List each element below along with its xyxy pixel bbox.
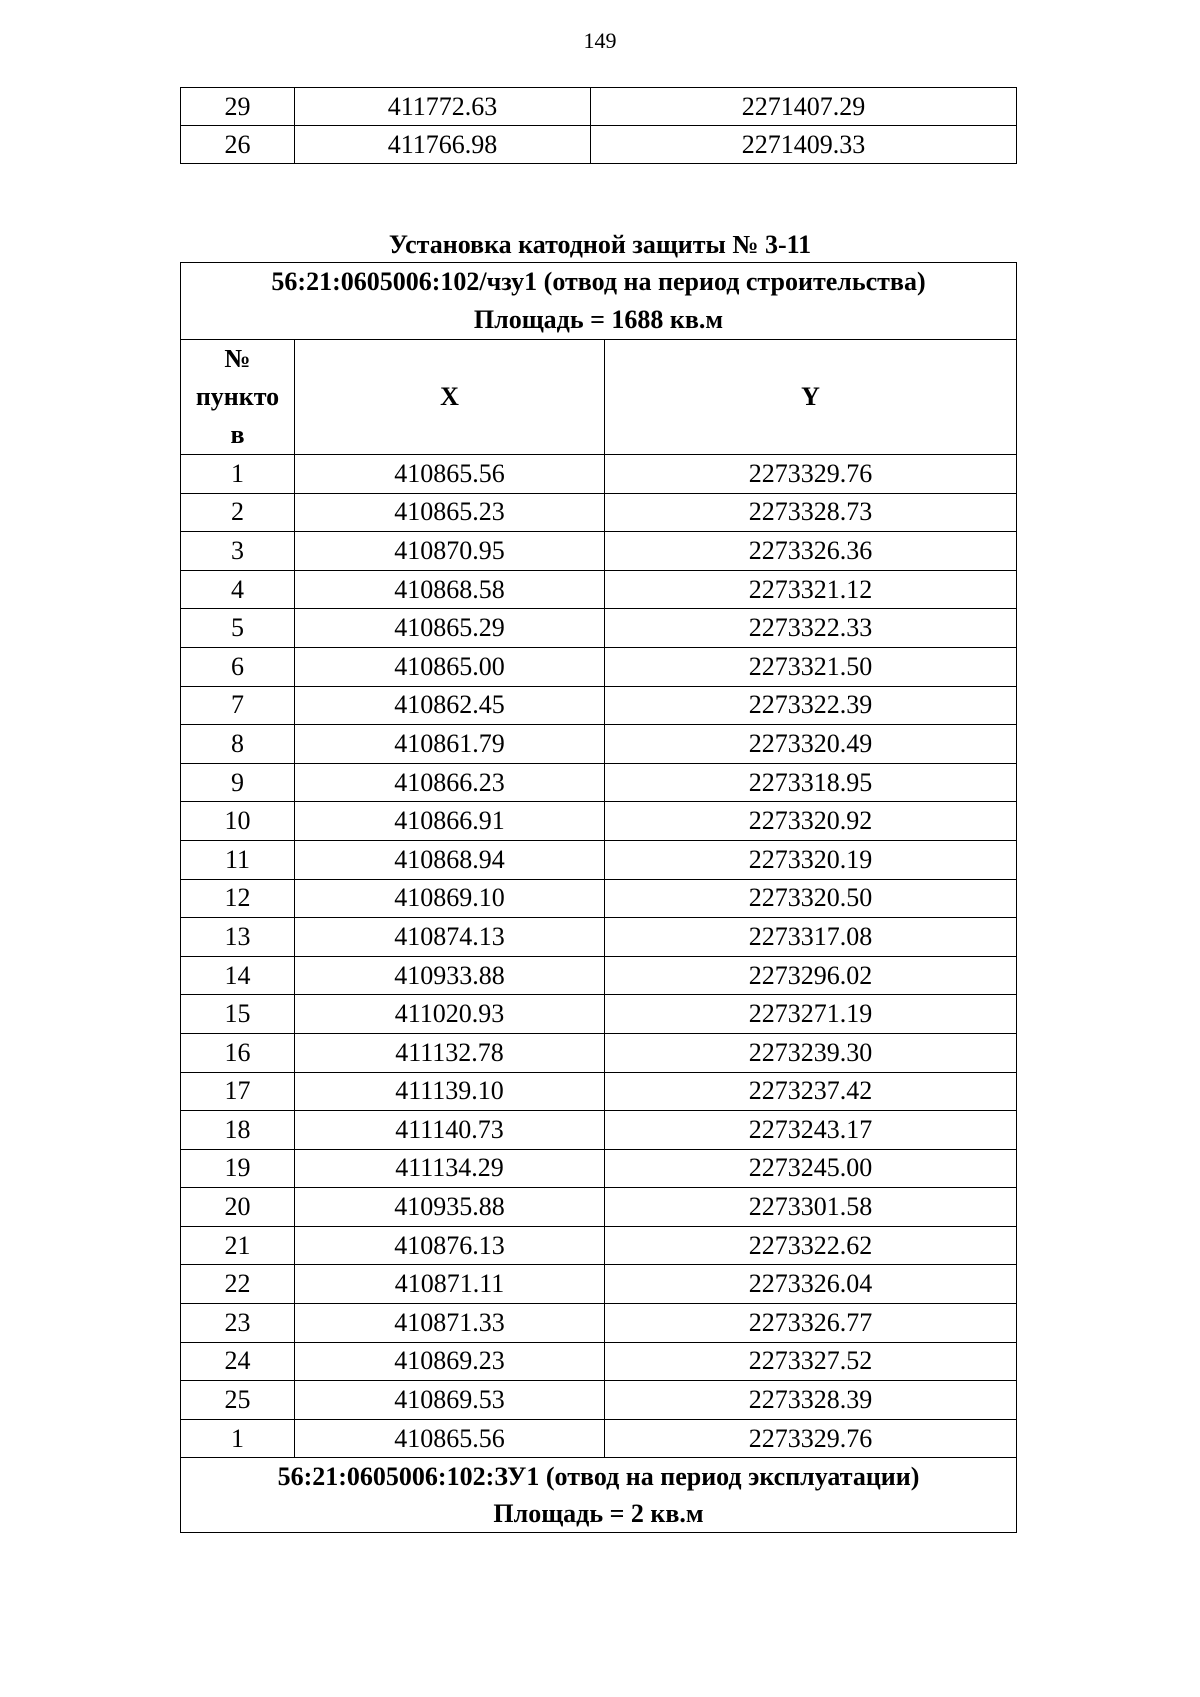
x-coordinate-cell: 410869.10 xyxy=(295,879,605,918)
x-coordinate-cell: 411134.29 xyxy=(295,1149,605,1188)
y-coordinate-cell: 2273245.00 xyxy=(605,1149,1017,1188)
point-number-cell: 17 xyxy=(181,1072,295,1111)
y-coordinate-cell: 2273322.39 xyxy=(605,686,1017,725)
point-number-cell: 15 xyxy=(181,995,295,1034)
y-coordinate-cell: 2273322.33 xyxy=(605,609,1017,648)
point-number-cell: 3 xyxy=(181,532,295,571)
point-number-cell: 18 xyxy=(181,1111,295,1150)
table-row xyxy=(181,1304,1017,1343)
table-row xyxy=(181,802,1017,841)
table-row xyxy=(181,1381,1017,1420)
x-coordinate-cell: 410874.13 xyxy=(295,918,605,957)
table-row xyxy=(181,1265,1017,1304)
y-coordinate-cell: 2273322.62 xyxy=(605,1226,1017,1265)
x-coordinate-cell: 410869.23 xyxy=(295,1342,605,1381)
x-coordinate-cell: 410865.23 xyxy=(295,493,605,532)
y-coordinate-cell: 2273329.76 xyxy=(605,1419,1017,1458)
table-row xyxy=(181,88,1017,126)
point-number-cell: 13 xyxy=(181,918,295,957)
x-coordinate-cell: 410935.88 xyxy=(295,1188,605,1227)
x-coordinate-cell: 410871.33 xyxy=(295,1304,605,1343)
column-header-point-number xyxy=(181,340,295,455)
y-coordinate-cell: 2273301.58 xyxy=(605,1188,1017,1227)
point-number-cell: 6 xyxy=(181,647,295,686)
table-row xyxy=(181,918,1017,957)
y-coordinate-cell: 2273326.77 xyxy=(605,1304,1017,1343)
coordinates-table xyxy=(180,262,1017,1533)
y-coordinate-cell: 2273320.92 xyxy=(605,802,1017,841)
table-row xyxy=(181,1188,1017,1227)
x-coordinate-cell: 410865.56 xyxy=(295,1419,605,1458)
table-row xyxy=(181,493,1017,532)
y-coordinate-cell: 2273326.36 xyxy=(605,532,1017,571)
x-coordinate-cell: 410933.88 xyxy=(295,956,605,995)
point-number-cell: 8 xyxy=(181,725,295,764)
x-coordinate-cell: 410861.79 xyxy=(295,725,605,764)
table-row xyxy=(181,1072,1017,1111)
x-coordinate-cell: 411139.10 xyxy=(295,1072,605,1111)
table-row xyxy=(181,1419,1017,1458)
x-coordinate-cell: 410865.29 xyxy=(295,609,605,648)
point-number-cell: 19 xyxy=(181,1149,295,1188)
coordinates-table-continued xyxy=(180,87,1017,164)
x-coordinate-cell: 410871.11 xyxy=(295,1265,605,1304)
y-coordinate-cell: 2273326.04 xyxy=(605,1265,1017,1304)
x-coordinate-cell: 410876.13 xyxy=(295,1226,605,1265)
point-number-cell: 21 xyxy=(181,1226,295,1265)
y-coordinate-cell: 2271409.33 xyxy=(591,126,1017,164)
section-title: Установка катодной защиты № 3-11 xyxy=(388,230,812,259)
x-coordinate-cell: 411772.63 xyxy=(295,88,591,126)
y-coordinate-cell: 2273321.50 xyxy=(605,647,1017,686)
next-plot-cadastral-number: 56:21:0605006:102:ЗУ1 (отвод на период эксплуатации) xyxy=(277,1462,920,1492)
point-number-cell: 7 xyxy=(181,686,295,725)
plot-cadastral-number: 56:21:0605006:102/чзу1 (отвод на период строительства) xyxy=(271,267,926,296)
y-coordinate-cell: 2273327.52 xyxy=(605,1342,1017,1381)
table-row xyxy=(181,609,1017,648)
column-header-point-number-line3: в xyxy=(230,420,245,449)
point-number-cell: 9 xyxy=(181,763,295,802)
point-number-cell: 10 xyxy=(181,802,295,841)
x-coordinate-cell: 411132.78 xyxy=(295,1033,605,1072)
point-number-cell: 4 xyxy=(181,570,295,609)
y-coordinate-cell: 2273321.12 xyxy=(605,570,1017,609)
table-row xyxy=(181,647,1017,686)
y-coordinate-cell: 2273329.76 xyxy=(605,455,1017,494)
y-coordinate-cell: 2273320.50 xyxy=(605,879,1017,918)
table-row xyxy=(181,126,1017,164)
plot-header xyxy=(181,263,1017,340)
point-number-cell: 22 xyxy=(181,1265,295,1304)
point-number-cell: 25 xyxy=(181,1381,295,1420)
y-coordinate-cell: 2273271.19 xyxy=(605,995,1017,1034)
next-plot-header xyxy=(181,1458,1017,1533)
y-coordinate-cell: 2273320.49 xyxy=(605,725,1017,764)
point-number-cell: 14 xyxy=(181,956,295,995)
x-coordinate-cell: 410862.45 xyxy=(295,686,605,725)
page-number: 149 xyxy=(583,28,617,53)
x-coordinate-cell: 410866.91 xyxy=(295,802,605,841)
table-row xyxy=(181,1149,1017,1188)
x-coordinate-cell: 410866.23 xyxy=(295,763,605,802)
table-row xyxy=(181,532,1017,571)
y-coordinate-cell: 2273317.08 xyxy=(605,918,1017,957)
point-number-cell: 20 xyxy=(181,1188,295,1227)
column-header-point-number-line1: № xyxy=(224,344,251,373)
y-coordinate-cell: 2273318.95 xyxy=(605,763,1017,802)
point-number-cell: 23 xyxy=(181,1304,295,1343)
next-plot-area: Площадь = 2 кв.м xyxy=(493,1499,704,1529)
x-coordinate-cell: 411766.98 xyxy=(295,126,591,164)
table-row xyxy=(181,1342,1017,1381)
y-coordinate-cell: 2273237.42 xyxy=(605,1072,1017,1111)
point-number-cell: 24 xyxy=(181,1342,295,1381)
column-header-y: Y xyxy=(605,340,1017,455)
point-number-cell: 2 xyxy=(181,493,295,532)
y-coordinate-cell: 2273320.19 xyxy=(605,840,1017,879)
point-number-cell: 5 xyxy=(181,609,295,648)
plot-area: Площадь = 1688 кв.м xyxy=(473,305,724,334)
table-row xyxy=(181,1226,1017,1265)
table-row xyxy=(181,455,1017,494)
coordinates-table-body xyxy=(181,455,1017,1458)
table-row xyxy=(181,725,1017,764)
table-row xyxy=(181,1111,1017,1150)
table-row xyxy=(181,995,1017,1034)
point-number-cell: 11 xyxy=(181,840,295,879)
y-coordinate-cell: 2273239.30 xyxy=(605,1033,1017,1072)
x-coordinate-cell: 410869.53 xyxy=(295,1381,605,1420)
table-row xyxy=(181,879,1017,918)
y-coordinate-cell: 2273328.39 xyxy=(605,1381,1017,1420)
x-coordinate-cell: 411020.93 xyxy=(295,995,605,1034)
column-header-point-number-line2: пункто xyxy=(195,382,280,411)
x-coordinate-cell: 410865.56 xyxy=(295,455,605,494)
table-row xyxy=(181,686,1017,725)
y-coordinate-cell: 2273328.73 xyxy=(605,493,1017,532)
x-coordinate-cell: 410870.95 xyxy=(295,532,605,571)
table-row xyxy=(181,956,1017,995)
point-number-cell: 26 xyxy=(181,126,295,164)
point-number-cell: 29 xyxy=(181,88,295,126)
y-coordinate-cell: 2271407.29 xyxy=(591,88,1017,126)
table-row xyxy=(181,570,1017,609)
point-number-cell: 16 xyxy=(181,1033,295,1072)
y-coordinate-cell: 2273243.17 xyxy=(605,1111,1017,1150)
x-coordinate-cell: 410865.00 xyxy=(295,647,605,686)
table-row xyxy=(181,1033,1017,1072)
coordinates-table-continued-body xyxy=(181,88,1017,164)
x-coordinate-cell: 410868.58 xyxy=(295,570,605,609)
table-row xyxy=(181,763,1017,802)
point-number-cell: 1 xyxy=(181,455,295,494)
point-number-cell: 1 xyxy=(181,1419,295,1458)
column-header-x: X xyxy=(295,340,605,455)
y-coordinate-cell: 2273296.02 xyxy=(605,956,1017,995)
table-row xyxy=(181,840,1017,879)
x-coordinate-cell: 411140.73 xyxy=(295,1111,605,1150)
point-number-cell: 12 xyxy=(181,879,295,918)
x-coordinate-cell: 410868.94 xyxy=(295,840,605,879)
